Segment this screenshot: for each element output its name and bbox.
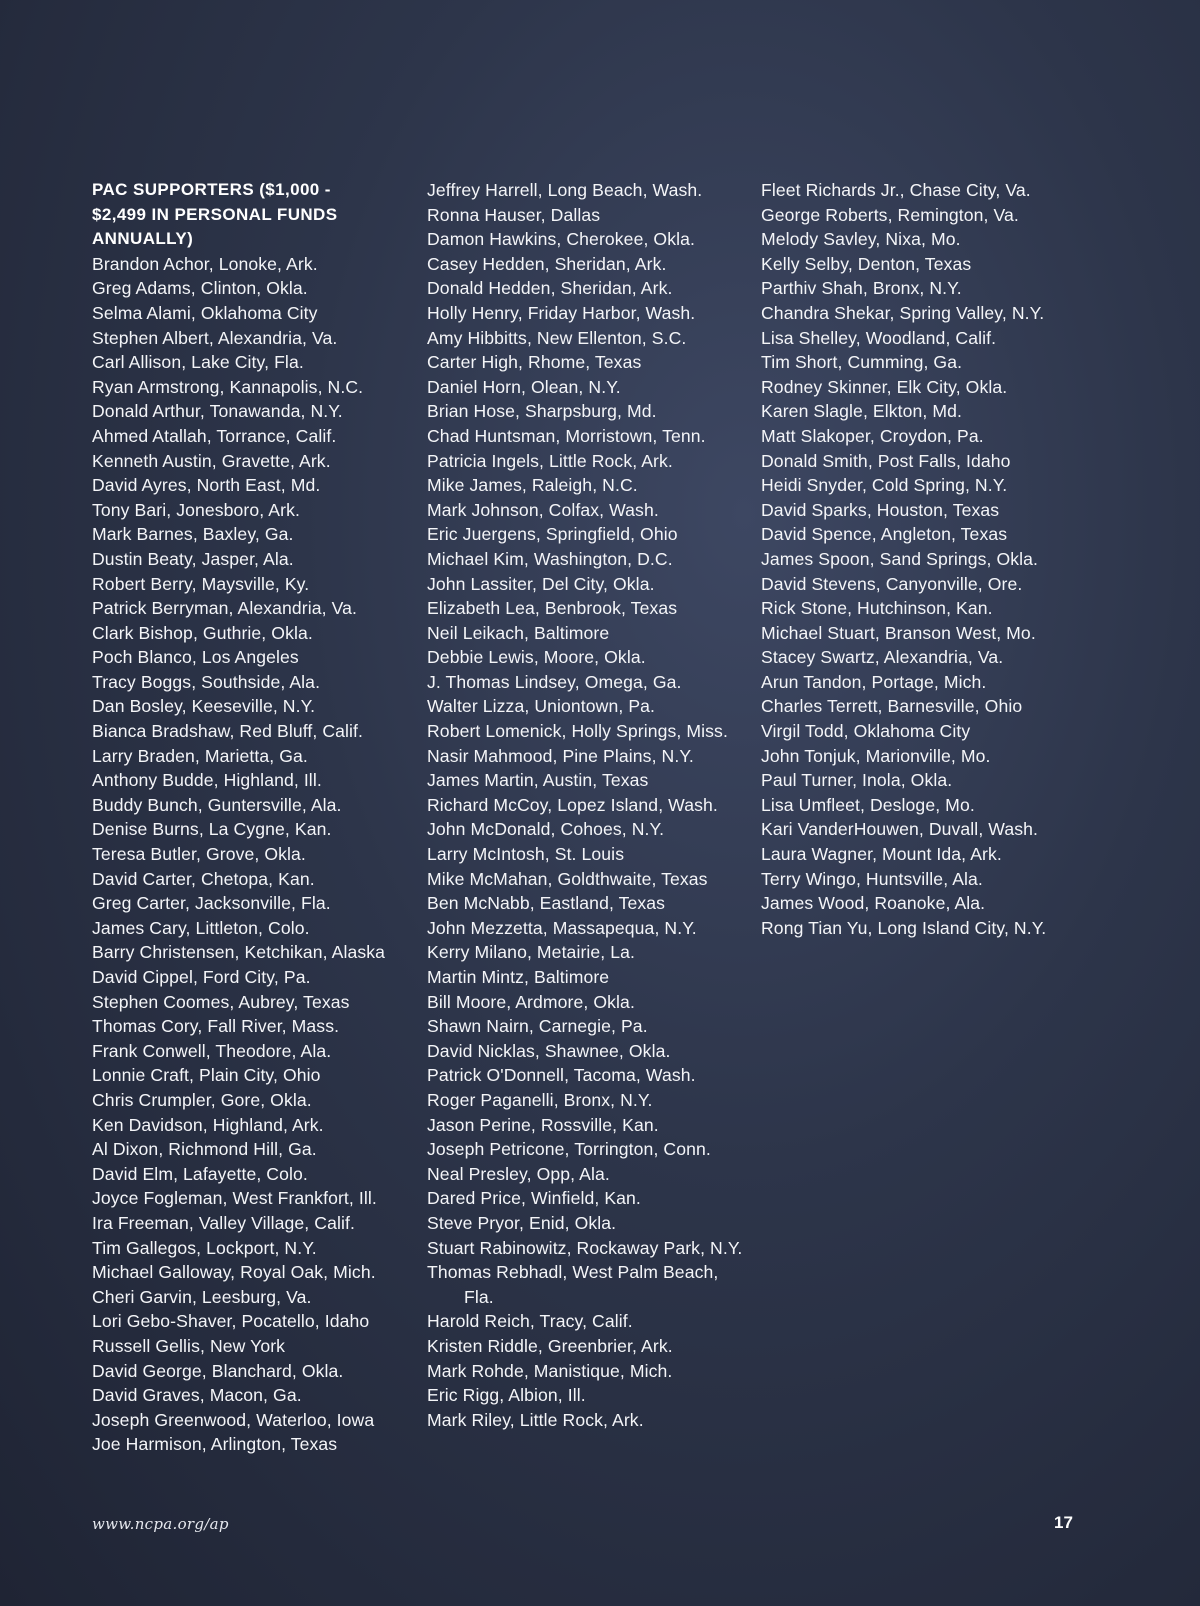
supporter-entry: Jason Perine, Rossville, Kan.: [427, 1114, 659, 1135]
supporter-entry: Tracy Boggs, Southside, Ala.: [92, 671, 321, 692]
supporter-entry: Dan Bosley, Keeseville, N.Y.: [92, 696, 316, 717]
supporter-entry: Mark Riley, Little Rock, Ark.: [427, 1409, 644, 1430]
supporter-entry: Melody Savley, Nixa, Mo.: [761, 229, 961, 250]
supporter-entry: Bianca Bradshaw, Red Bluff, Calif.: [92, 721, 364, 742]
supporter-entry: Michael Kim, Washington, D.C.: [427, 548, 673, 569]
supporter-entry: John Mezzetta, Massapequa, N.Y.: [427, 917, 697, 938]
supporter-entry: Terry Wingo, Huntsville, Ala.: [761, 868, 983, 889]
supporter-entry: Donald Hedden, Sheridan, Ark.: [427, 278, 673, 299]
supporter-entry: Patrick Berryman, Alexandria, Va.: [92, 598, 358, 619]
supporter-entry: John Lassiter, Del City, Okla.: [427, 573, 655, 594]
supporter-entry: J. Thomas Lindsey, Omega, Ga.: [427, 671, 682, 692]
supporter-entry: Casey Hedden, Sheridan, Ark.: [427, 253, 667, 274]
supporter-entry: Stuart Rabinowitz, Rockaway Park, N.Y.: [427, 1237, 743, 1258]
supporter-entry: Neil Leikach, Baltimore: [427, 622, 610, 643]
supporter-entry: Chad Huntsman, Morristown, Tenn.: [427, 425, 706, 446]
supporter-entry: Walter Lizza, Uniontown, Pa.: [427, 696, 656, 717]
supporter-entry: Fleet Richards Jr., Chase City, Va.: [761, 180, 1031, 200]
page-number: 17: [1054, 1513, 1073, 1532]
supporter-entry: Cheri Garvin, Leesburg, Va.: [92, 1286, 312, 1307]
supporter-list-2: [427, 178, 745, 1432]
supporter-entry: Harold Reich, Tracy, Calif.: [427, 1311, 633, 1332]
supporter-entry: Ira Freeman, Valley Village, Calif.: [92, 1212, 355, 1233]
supporter-entry: Robert Lomenick, Holly Springs, Miss.: [427, 721, 728, 742]
supporter-entry: Rick Stone, Hutchinson, Kan.: [761, 598, 993, 619]
supporter-entry: Lisa Umfleet, Desloge, Mo.: [761, 794, 975, 815]
supporters-column-2: [427, 178, 745, 1432]
supporter-entry: Ahmed Atallah, Torrance, Calif.: [92, 425, 337, 446]
supporter-entry: Buddy Bunch, Guntersville, Ala.: [92, 794, 342, 815]
supporter-list-3: [761, 178, 1101, 940]
supporter-entry: Rodney Skinner, Elk City, Okla.: [761, 376, 1008, 397]
supporter-entry: Clark Bishop, Guthrie, Okla.: [92, 622, 313, 643]
supporter-entry: Charles Terrett, Barnesville, Ohio: [761, 696, 1023, 717]
supporter-entry: Heidi Snyder, Cold Spring, N.Y.: [761, 475, 1008, 496]
supporter-entry: Mark Rohde, Manistique, Mich.: [427, 1360, 673, 1381]
supporter-entry: Denise Burns, La Cygne, Kan.: [92, 819, 332, 840]
supporter-list-1: [92, 252, 410, 1457]
supporter-entry: Lori Gebo-Shaver, Pocatello, Idaho: [92, 1311, 370, 1332]
supporter-entry: Robert Berry, Maysville, Ky.: [92, 573, 310, 594]
supporter-entry: Ken Davidson, Highland, Ark.: [92, 1114, 324, 1135]
supporter-entry: David Cippel, Ford City, Pa.: [92, 967, 311, 987]
supporter-entry: Parthiv Shah, Bronx, N.Y.: [761, 278, 962, 299]
supporter-entry: Anthony Budde, Highland, Ill.: [92, 770, 322, 791]
supporter-entry: Jeffrey Harrell, Long Beach, Wash.: [427, 180, 703, 200]
supporter-entry: Neal Presley, Opp, Ala.: [427, 1163, 610, 1184]
supporter-entry: Amy Hibbitts, New Ellenton, S.C.: [427, 327, 687, 348]
supporter-entry: Kerry Milano, Metairie, La.: [427, 942, 636, 963]
supporter-entry: Steve Pryor, Enid, Okla.: [427, 1212, 617, 1233]
supporter-entry: Virgil Todd, Oklahoma City: [761, 721, 971, 742]
supporter-entry: Joseph Petricone, Torrington, Conn.: [427, 1139, 711, 1160]
supporter-entry: Arun Tandon, Portage, Mich.: [761, 671, 987, 692]
supporter-entry: Joseph Greenwood, Waterloo, Iowa: [92, 1409, 375, 1430]
supporter-entry: Mike McMahan, Goldthwaite, Texas: [427, 868, 708, 889]
supporter-entry: Mike James, Raleigh, N.C.: [427, 475, 638, 496]
supporter-entry: Shawn Nairn, Carnegie, Pa.: [427, 1016, 648, 1037]
supporter-entry: Mark Barnes, Baxley, Ga.: [92, 524, 294, 545]
supporter-entry: Damon Hawkins, Cherokee, Okla.: [427, 229, 695, 250]
supporter-entry: Paul Turner, Inola, Okla.: [761, 770, 953, 791]
supporter-entry: Roger Paganelli, Bronx, N.Y.: [427, 1089, 653, 1110]
supporter-entry: Eric Rigg, Albion, Ill.: [427, 1385, 586, 1406]
supporter-entry: Ben McNabb, Eastland, Texas: [427, 893, 666, 914]
supporter-entry: Stacey Swartz, Alexandria, Va.: [761, 647, 1004, 668]
supporter-entry: Michael Stuart, Branson West, Mo.: [761, 622, 1036, 643]
supporter-entry: Larry Braden, Marietta, Ga.: [92, 745, 308, 766]
supporter-entry: Frank Conwell, Theodore, Ala.: [92, 1040, 332, 1061]
supporter-entry: David Nicklas, Shawnee, Okla.: [427, 1040, 671, 1061]
supporter-entry: Patrick O'Donnell, Tacoma, Wash.: [427, 1065, 696, 1086]
supporter-entry: Brandon Achor, Lonoke, Ark.: [92, 253, 318, 274]
supporter-entry: Mark Johnson, Colfax, Wash.: [427, 499, 659, 520]
supporter-entry: Thomas Cory, Fall River, Mass.: [92, 1016, 340, 1037]
supporter-entry: Joyce Fogleman, West Frankfort, Ill.: [92, 1188, 377, 1209]
supporter-entry: Donald Smith, Post Falls, Idaho: [761, 450, 1011, 471]
supporter-entry: Greg Carter, Jacksonville, Fla.: [92, 893, 331, 914]
supporter-entry: Kristen Riddle, Greenbrier, Ark.: [427, 1335, 673, 1356]
supporter-entry: Ronna Hauser, Dallas: [427, 204, 601, 225]
supporter-entry: Al Dixon, Richmond Hill, Ga.: [92, 1139, 317, 1160]
supporter-entry: Rong Tian Yu, Long Island City, N.Y.: [761, 917, 1047, 938]
supporter-entry: Richard McCoy, Lopez Island, Wash.: [427, 794, 718, 815]
supporter-entry: Debbie Lewis, Moore, Okla.: [427, 647, 646, 668]
supporter-entry: David Sparks, Houston, Texas: [761, 499, 1000, 520]
supporter-entry: Selma Alami, Oklahoma City: [92, 302, 318, 323]
supporter-entry: Stephen Albert, Alexandria, Va.: [92, 327, 338, 348]
supporters-column-3: [761, 178, 1101, 940]
supporter-entry: Holly Henry, Friday Harbor, Wash.: [427, 302, 696, 323]
supporter-entry: Tim Short, Cumming, Ga.: [761, 352, 963, 373]
supporter-entry: Laura Wagner, Mount Ida, Ark.: [761, 844, 1002, 865]
supporter-entry: Matt Slakoper, Croydon, Pa.: [761, 425, 984, 446]
supporter-entry: Kelly Selby, Denton, Texas: [761, 253, 972, 274]
supporter-entry: Chris Crumpler, Gore, Okla.: [92, 1089, 312, 1110]
supporter-entry: Brian Hose, Sharpsburg, Md.: [427, 401, 657, 422]
supporter-entry: David Graves, Macon, Ga.: [92, 1385, 302, 1406]
supporter-entry: Teresa Butler, Grove, Okla.: [92, 844, 306, 865]
footer-url: www.ncpa.org/ap: [92, 1515, 229, 1533]
supporter-entry: Barry Christensen, Ketchikan, Alaska: [92, 942, 386, 963]
supporter-entry: Thomas Rebhadl, West Palm Beach, Fla.: [427, 1262, 719, 1307]
supporter-entry: James Spoon, Sand Springs, Okla.: [761, 548, 1039, 569]
supporter-entry: John Tonjuk, Marionville, Mo.: [761, 745, 991, 766]
supporter-entry: Kari VanderHouwen, Duvall, Wash.: [761, 819, 1039, 840]
section-heading: PAC SUPPORTERS ($1,000 - $2,499 IN PERSONAL FUNDS ANNUALLY): [92, 180, 338, 249]
supporter-entry: Dustin Beaty, Jasper, Ala.: [92, 548, 294, 569]
supporter-entry: George Roberts, Remington, Va.: [761, 204, 1019, 225]
supporter-entry: David Stevens, Canyonville, Ore.: [761, 573, 1023, 594]
supporter-entry: Bill Moore, Ardmore, Okla.: [427, 991, 635, 1012]
supporters-column-1: [92, 178, 410, 1457]
supporter-entry: Russell Gellis, New York: [92, 1335, 286, 1356]
supporter-entry: Lonnie Craft, Plain City, Ohio: [92, 1065, 321, 1086]
supporter-entry: Daniel Horn, Olean, N.Y.: [427, 376, 621, 397]
supporter-entry: David Ayres, North East, Md.: [92, 475, 321, 496]
supporter-entry: Kenneth Austin, Gravette, Ark.: [92, 450, 331, 471]
supporter-entry: David Carter, Chetopa, Kan.: [92, 868, 315, 889]
supporter-entry: Michael Galloway, Royal Oak, Mich.: [92, 1262, 376, 1283]
supporter-entry: John McDonald, Cohoes, N.Y.: [427, 819, 665, 840]
supporter-entry: Eric Juergens, Springfield, Ohio: [427, 524, 678, 545]
supporter-entry: Donald Arthur, Tonawanda, N.Y.: [92, 401, 343, 422]
supporter-entry: Tony Bari, Jonesboro, Ark.: [92, 499, 300, 520]
supporter-entry: Chandra Shekar, Spring Valley, N.Y.: [761, 302, 1045, 323]
supporter-entry: Nasir Mahmood, Pine Plains, N.Y.: [427, 745, 694, 766]
supporter-entry: James Cary, Littleton, Colo.: [92, 917, 310, 938]
supporter-entry: Joe Harmison, Arlington, Texas: [92, 1434, 338, 1455]
supporter-entry: Stephen Coomes, Aubrey, Texas: [92, 991, 350, 1012]
supporter-entry: Dared Price, Winfield, Kan.: [427, 1188, 641, 1209]
supporter-entry: Poch Blanco, Los Angeles: [92, 647, 299, 668]
supporter-entry: Carl Allison, Lake City, Fla.: [92, 352, 304, 373]
supporter-entry: David George, Blanchard, Okla.: [92, 1360, 344, 1381]
supporter-entry: Larry McIntosh, St. Louis: [427, 844, 625, 865]
supporter-entry: James Martin, Austin, Texas: [427, 770, 649, 791]
supporter-entry: Patricia Ingels, Little Rock, Ark.: [427, 450, 673, 471]
supporter-entry: Tim Gallegos, Lockport, N.Y.: [92, 1237, 317, 1258]
supporter-entry: Greg Adams, Clinton, Okla.: [92, 278, 308, 299]
supporter-entry: Martin Mintz, Baltimore: [427, 967, 610, 987]
supporter-entry: Lisa Shelley, Woodland, Calif.: [761, 327, 997, 348]
supporter-entry: Elizabeth Lea, Benbrook, Texas: [427, 598, 678, 619]
supporter-entry: David Elm, Lafayette, Colo.: [92, 1163, 308, 1184]
supporter-entry: Carter High, Rhome, Texas: [427, 352, 642, 373]
supporter-entry: Ryan Armstrong, Kannapolis, N.C.: [92, 376, 364, 397]
supporter-entry: James Wood, Roanoke, Ala.: [761, 893, 986, 914]
supporter-entry: David Spence, Angleton, Texas: [761, 524, 1008, 545]
supporter-entry: Karen Slagle, Elkton, Md.: [761, 401, 963, 422]
